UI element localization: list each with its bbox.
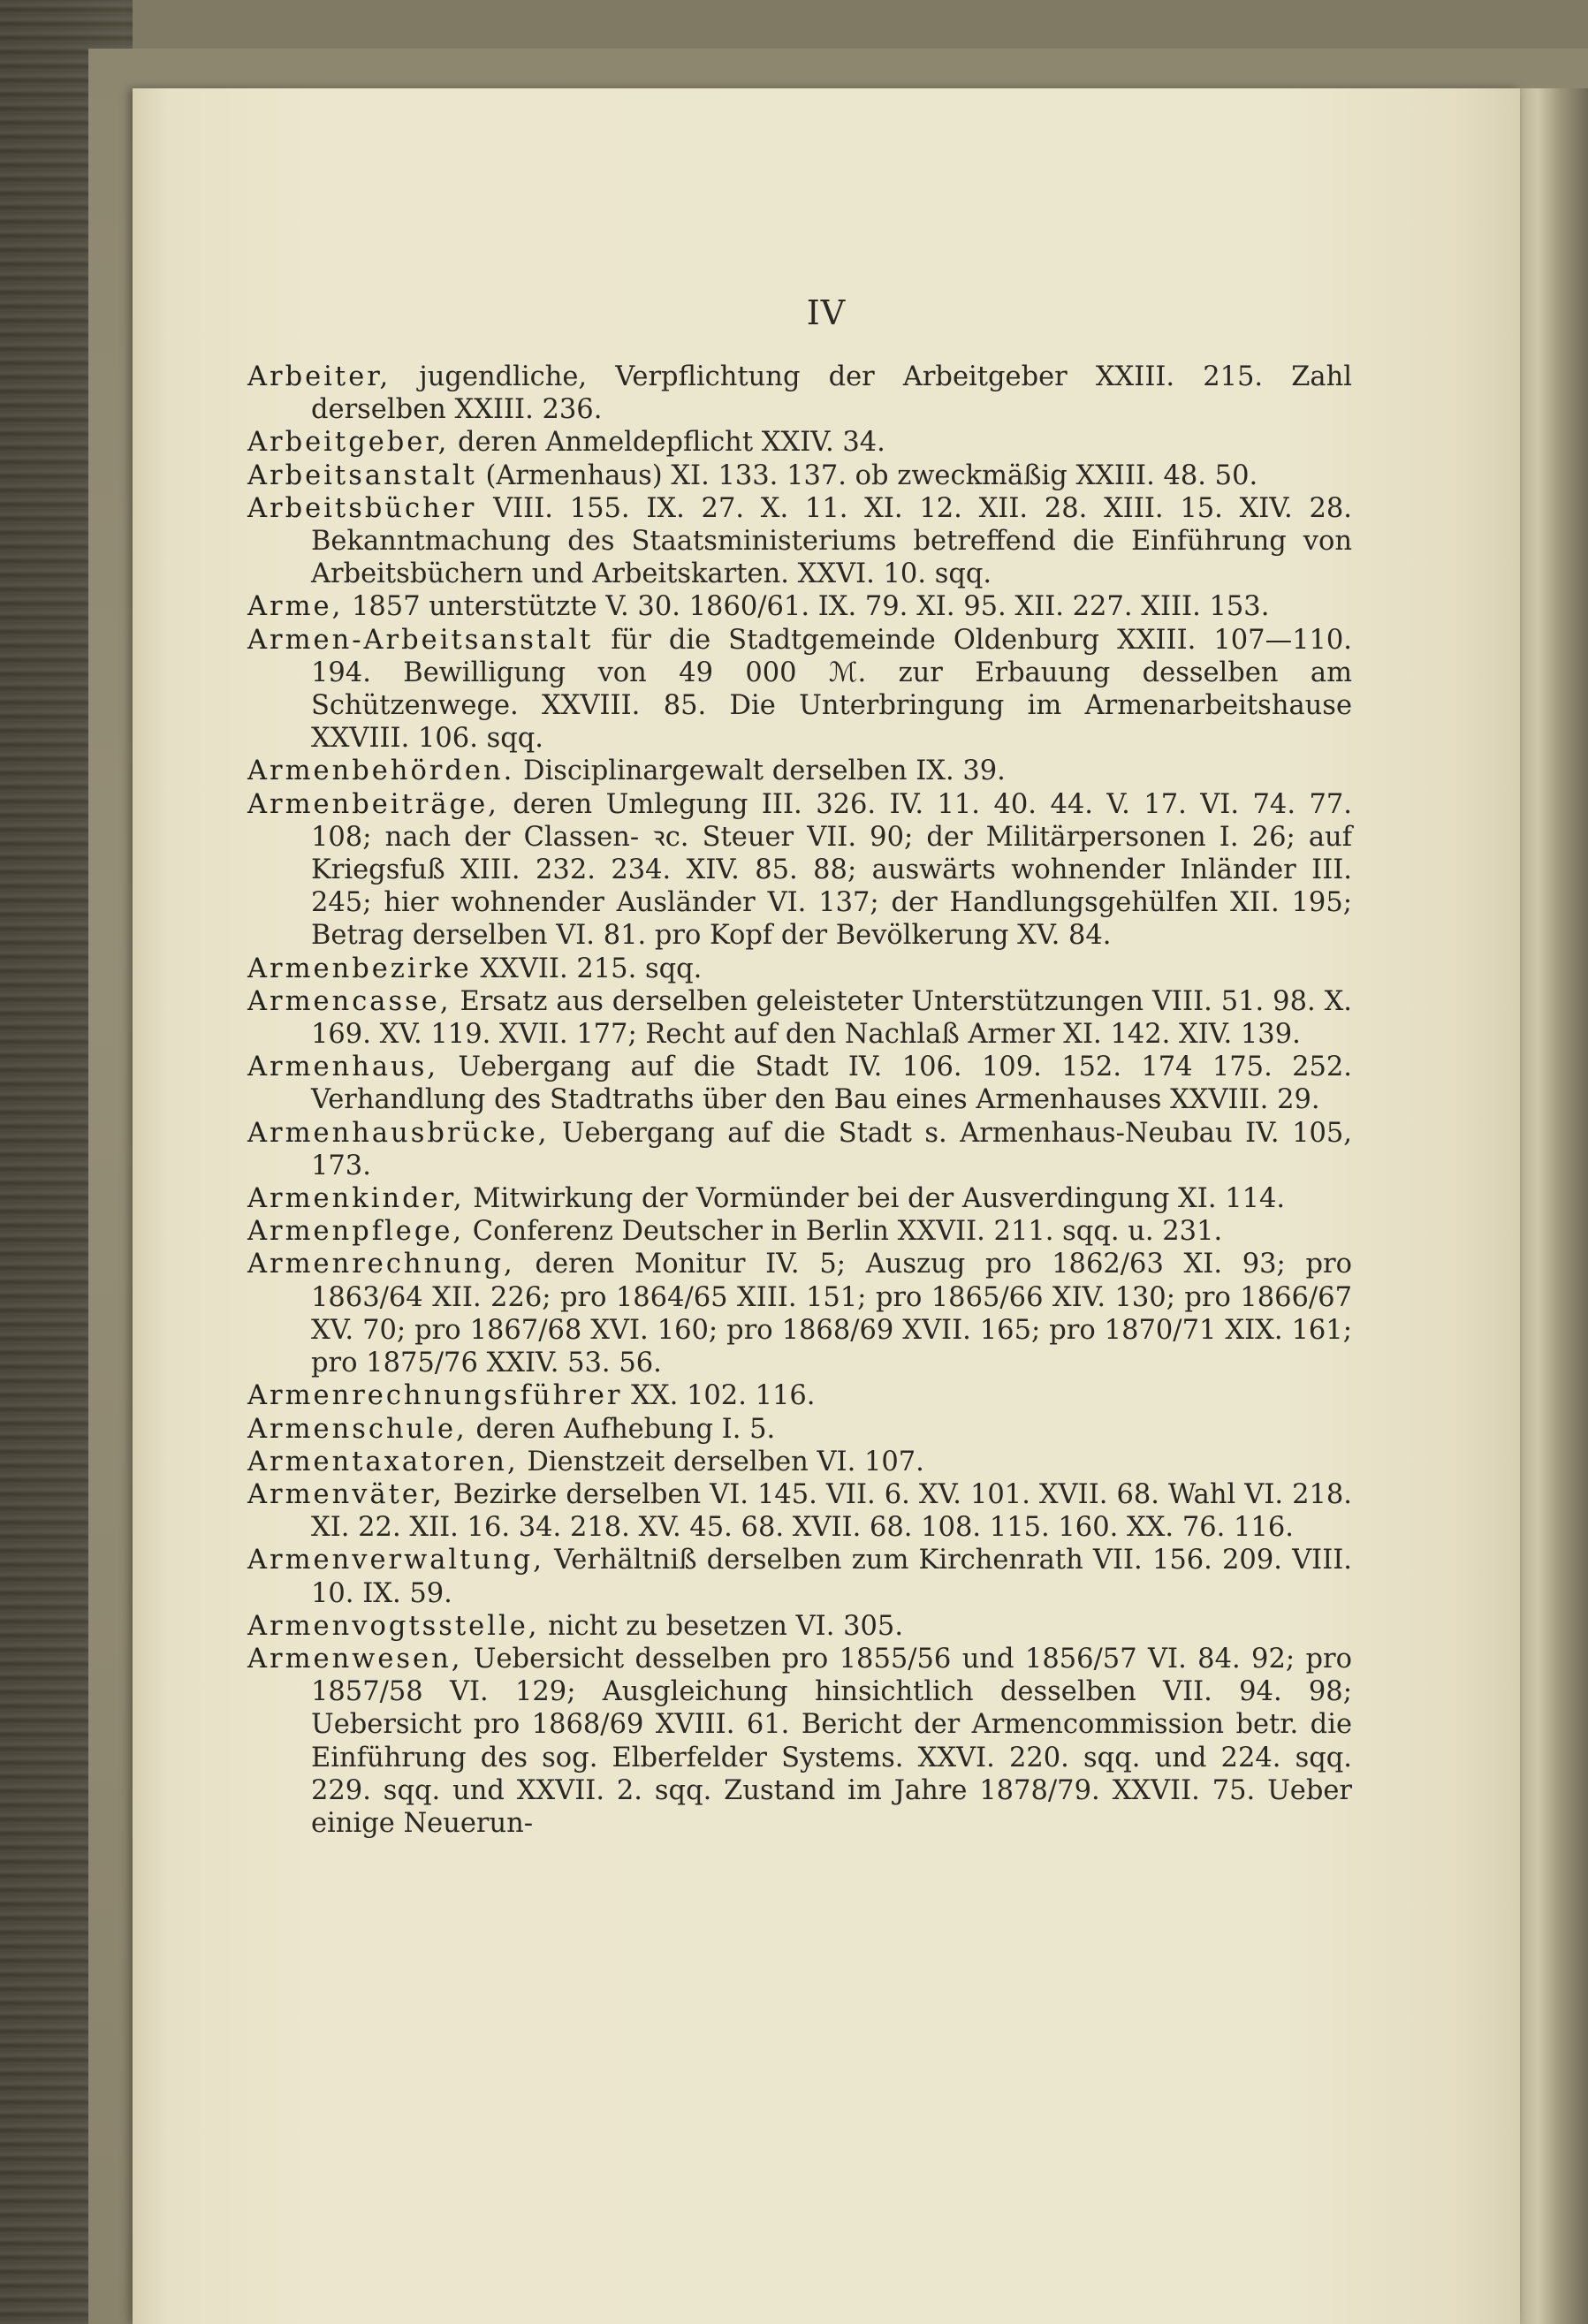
entry-references: XX. 102. 116. <box>622 1380 816 1412</box>
entry-references: deren Monitur IV. 5; Auszug pro 1862/63 XI. 93; pro 1863/64 XII. 226; pro 1864/65 XIII. 151; pro 1865/66 XIV. 130; pro 1866/67 XV. 70; pro 1867/68 XVI. 160; pro 1868/69 XVII. 165; pro 1870/71 XIX. 161; pro 1875/76 XXIV. 53. 56. <box>311 1249 1352 1379</box>
index-entry <box>247 590 1352 623</box>
page-number: IV <box>806 293 847 332</box>
index-entry <box>247 985 1352 1051</box>
entry-headword: Armenvogtsstelle, <box>247 1610 540 1642</box>
index-entry <box>247 1117 1352 1182</box>
index-entry <box>247 492 1352 591</box>
entry-headword: Arbeitsanstalt <box>247 459 477 491</box>
entry-headword: Armenrechnungsführer <box>247 1380 623 1412</box>
entry-headword: Armenkinder, <box>247 1183 465 1215</box>
entry-headword: Armenbezirke <box>247 953 472 984</box>
index-entry <box>247 624 1352 756</box>
entry-headword: Armenhausbrücke, <box>247 1117 550 1149</box>
entry-references: Bezirke derselben VI. 145. VII. 6. XV. 101. XVII. 68. Wahl VI. 218. XI. 22. XII. 16. 34. 218. XV. 45. 68. XVII. 68. 108. 115. 160. XX. 76. 116. <box>311 1478 1352 1544</box>
entry-references: Ersatz aus derselben geleisteter Unterstützungen VIII. 51. 98. X. 169. XV. 119. XVII. 177; Recht auf den Nachlaß Armer XI. 142. XIV. 139. <box>311 985 1352 1051</box>
entry-references: nicht zu besetzen VI. 305. <box>539 1610 904 1642</box>
entry-headword: Armenverwaltung, <box>247 1545 544 1576</box>
index-entry <box>247 1610 1352 1643</box>
entry-references: Disciplinargewalt derselben IX. 39. <box>514 756 1006 787</box>
index-entry <box>247 1215 1352 1248</box>
entry-references: Dienstzeit derselben VI. 107. <box>518 1446 924 1477</box>
entry-references: Uebergang auf die Stadt s. Armenhaus-Neubau IV. 105, 173. <box>311 1117 1352 1181</box>
index-entry <box>247 1248 1352 1379</box>
index-entry <box>247 953 1352 985</box>
entry-headword: Armenwesen, <box>247 1643 463 1675</box>
entry-headword: Armenbeiträge, <box>247 788 499 820</box>
index-entry <box>247 755 1352 787</box>
entry-references: Uebergang auf die Stadt IV. 106. 109. 152. 174 175. 252. Verhandlung des Stadtraths über den Bau eines Armenhauses XXVIII. 29. <box>311 1052 1352 1116</box>
entry-headword: Armenhaus, <box>247 1052 439 1083</box>
entry-headword: Arbeitsbücher <box>247 492 477 524</box>
entry-references: deren Anmeldepflicht XXIV. 34. <box>449 427 885 459</box>
entry-headword: Armen-Arbeitsanstalt <box>247 624 594 656</box>
entry-references: Conferenz Deutscher in Berlin XXVII. 211. sqq. u. 231. <box>464 1216 1223 1248</box>
index-entry <box>247 426 1352 459</box>
entry-headword: Armenrechnung, <box>247 1249 515 1280</box>
index-entry <box>247 361 1352 426</box>
entry-references: für die Stadtgemeinde Oldenburg XXIII. 107—110. 194. Bewilligung von 49 000 ℳ. zur Erbauung desselben am Schützenwege. XXVIII. 85. Die Unterbringung im Armenarbeitshause XXVIII. 106. sqq. <box>311 624 1352 755</box>
entry-headword: Arme, <box>247 591 344 623</box>
entry-references: XXVII. 215. sqq. <box>471 953 703 984</box>
entry-headword: Armenschule, <box>247 1413 467 1445</box>
entry-headword: Armencasse, <box>247 985 452 1017</box>
entry-headword: Armenbehörden. <box>247 756 515 787</box>
entry-headword: Armenväter, <box>247 1478 444 1510</box>
entry-references: 1857 unterstützte V. 30. 1860/61. IX. 79. XI. 95. XII. 227. XIII. 153. <box>343 591 1270 623</box>
index-entry <box>247 1544 1352 1609</box>
entry-headword: Armentaxatoren, <box>247 1446 519 1477</box>
index-entry <box>247 1413 1352 1446</box>
entry-references: jugendliche, Verpflichtung der Arbeitgeber XXIII. 215. Zahl derselben XXIII. 236. <box>311 361 1352 426</box>
page-edges <box>1520 88 1588 2324</box>
index-entry <box>247 1051 1352 1116</box>
entry-references: deren Aufhebung I. 5. <box>467 1413 776 1445</box>
index-entry <box>247 1446 1352 1478</box>
entry-headword: Arbeitgeber, <box>247 427 450 459</box>
index-entry <box>247 1643 1352 1840</box>
entry-references: Mitwirkung der Vormünder bei der Ausverdingung XI. 114. <box>464 1183 1286 1215</box>
index-entry <box>247 1478 1352 1544</box>
entry-references: deren Umlegung III. 326. IV. 11. 40. 44. V. 17. VI. 74. 77. 108; nach der Classen- ꝛc. Steuer VII. 90; der Militärpersonen I. 26; auf Kriegsfuß XIII. 232. 234. XIV. 85. 88; auswärts wohnender Inländer III. 245; hier wohnender Ausländer VI. 137; der Handlungsgehülfen XII. 195; Betrag derselben VI. 81. pro Kopf der Bevölkerung XV. 84. <box>311 788 1352 952</box>
entry-references: (Armenhaus) XI. 133. 137. ob zweckmäßig XXIII. 48. 50. <box>476 459 1258 491</box>
index-entry <box>247 1182 1352 1215</box>
entry-headword: Armenpflege, <box>247 1216 465 1248</box>
index-entry <box>247 788 1352 953</box>
entry-references: Uebersicht desselben pro 1855/56 und 1856/57 VI. 84. 92; pro 1857/58 VI. 129; Ausgleichung hinsichtlich desselben VII. 94. 98; Uebersicht pro 1868/69 XVIII. 61. Bericht der Armencommission betr. die Einführung des sog. Elberfelder Systems. XXVI. 220. sqq. und 224. sqq. 229. sqq. und XXVII. 2. sqq. Zustand im Jahre 1878/79. XXVII. 75. Ueber einige Neuerun- <box>311 1643 1352 1839</box>
entry-headword: Arbeiter, <box>247 361 391 392</box>
entry-references: VIII. 155. IX. 27. X. 11. XI. 12. XII. 28. XIII. 15. XIV. 28. Bekanntmachung des Staatsministeriums betreffend die Einführung von Arbeitsbüchern und Arbeitskarten. XXVI. 10. sqq. <box>311 492 1352 590</box>
index-entry <box>247 1379 1352 1412</box>
entry-references: Verhältniß derselben zum Kirchenrath VII. 156. 209. VIII. 10. IX. 59. <box>311 1545 1352 1609</box>
index-entries <box>247 361 1352 1840</box>
index-entry <box>247 459 1352 492</box>
